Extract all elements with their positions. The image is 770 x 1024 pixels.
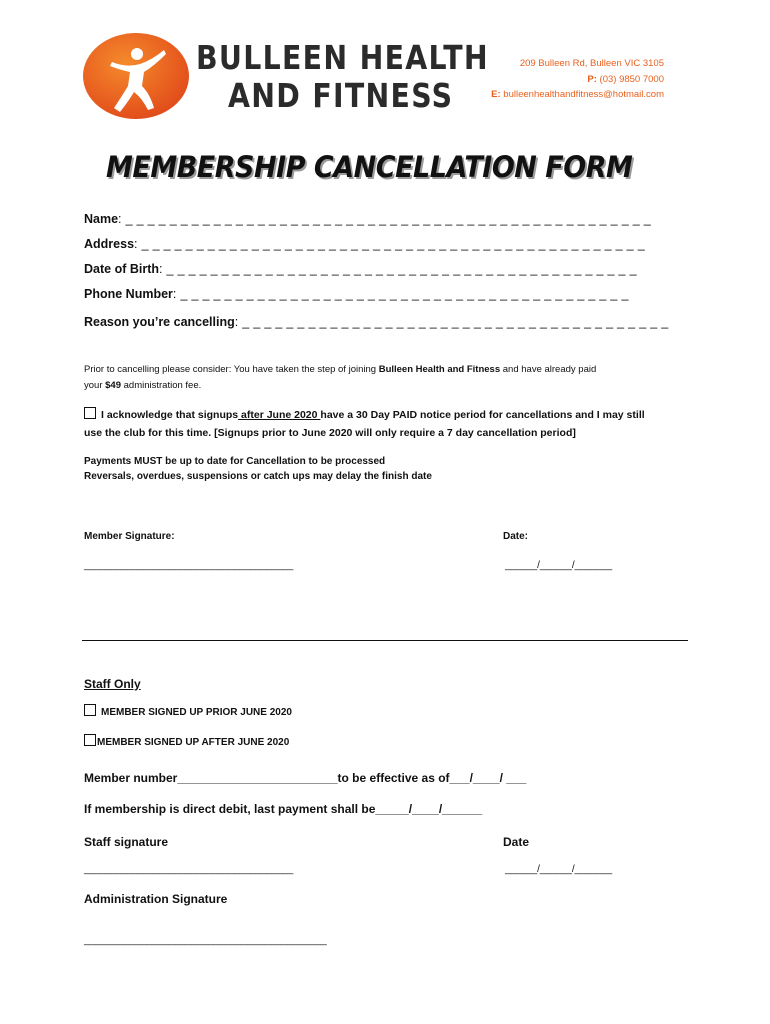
reason-label: Reason you’re cancelling xyxy=(84,315,235,329)
notice-line1 xyxy=(84,364,596,375)
dob-field[interactable] xyxy=(84,262,637,276)
admin-signature-label: Administration Signature xyxy=(84,892,228,906)
reason-field[interactable] xyxy=(84,315,669,329)
acknowledge-underlined: after June 2020 xyxy=(238,409,321,421)
dob-blank[interactable]: : _ _ _ _ _ _ _ _ _ _ _ _ _ _ _ _ _ _ _ _ _ _ _ _ _ _ _ _ _ _ _ _ _ _ _ _ _ _ _ _ _ _ _ xyxy=(159,262,637,276)
acknowledge-text: I acknowledge that signups xyxy=(101,409,239,421)
email-label: E: xyxy=(491,89,501,100)
member-signature-label: Member Signature: xyxy=(84,531,175,542)
acknowledge-line1 xyxy=(84,407,645,421)
section-divider xyxy=(82,640,688,641)
address-field[interactable] xyxy=(84,237,645,251)
member-signature-blank[interactable]: _______________________________________ xyxy=(84,560,294,571)
staff-date-label: Date xyxy=(503,835,530,849)
notice-text: and have already paid xyxy=(500,364,597,375)
address-blank[interactable]: : _ _ _ _ _ _ _ _ _ _ _ _ _ _ _ _ _ _ _ _ _ _ _ _ _ _ _ _ _ _ _ _ _ _ _ _ _ _ _ _ _ _ _ _ _ _ xyxy=(134,237,645,251)
direct-debit-line[interactable]: If membership is direct debit, last payment shall be_____/____/______ xyxy=(84,802,483,816)
phone-field[interactable] xyxy=(84,287,629,301)
payments-line1: Payments MUST be up to date for Cancellation to be processed xyxy=(84,456,386,467)
phone-number-label: Phone Number xyxy=(84,287,173,301)
contact-phone xyxy=(587,74,664,85)
contact-email xyxy=(491,89,664,100)
staff-option-after[interactable] xyxy=(84,734,289,748)
reason-blank[interactable]: : _ _ _ _ _ _ _ _ _ _ _ _ _ _ _ _ _ _ _ _ _ _ _ _ _ _ _ _ _ _ _ _ _ _ _ _ _ _ _ xyxy=(234,315,669,329)
prior-checkbox[interactable] xyxy=(84,704,96,716)
notice-text: your xyxy=(84,380,106,391)
staff-signature-blank[interactable]: _______________________________________ xyxy=(84,864,294,875)
staff-only-heading: Staff Only xyxy=(84,677,141,691)
prior-label: MEMBER SIGNED UP PRIOR JUNE 2020 xyxy=(101,707,292,718)
date-blank[interactable]: ______/______/_______ xyxy=(505,560,613,571)
notice-fee: $49 xyxy=(105,380,121,391)
after-checkbox[interactable] xyxy=(84,734,96,746)
form-title: MEMBERSHIP CANCELLATION FORM xyxy=(106,150,633,184)
name-label: Name xyxy=(84,212,119,226)
contact-address: 209 Bulleen Rd, Bulleen VIC 3105 xyxy=(519,58,664,69)
staff-option-prior[interactable] xyxy=(84,704,292,718)
notice-text: Prior to cancelling please consider: You have taken the step of joining xyxy=(84,364,379,375)
acknowledge-text: have a 30 Day PAID notice period for cancellations and I may still xyxy=(320,409,645,421)
brand-name-line2: AND FITNESS xyxy=(228,76,454,115)
date-label: Date: xyxy=(503,531,529,542)
admin-signature-blank[interactable]: ___________________________________________ xyxy=(84,934,327,946)
notice-line2 xyxy=(84,380,201,391)
acknowledge-checkbox[interactable] xyxy=(84,407,96,419)
after-label: MEMBER SIGNED UP AFTER JUNE 2020 xyxy=(97,737,290,748)
acknowledge-line2: use the club for this time. [Signups prior to June 2020 will only require a 7 day cancellation period] xyxy=(84,427,576,439)
phone-number-blank[interactable]: : _ _ _ _ _ _ _ _ _ _ _ _ _ _ _ _ _ _ _ _ _ _ _ _ _ _ _ _ _ _ _ _ _ _ _ _ _ _ _ _ _ xyxy=(172,287,629,301)
name-blank[interactable]: : _ _ _ _ _ _ _ _ _ _ _ _ _ _ _ _ _ _ _ _ _ _ _ _ _ _ _ _ _ _ _ _ _ _ _ _ _ _ _ _ _ _ _ _ _ _ _ _ xyxy=(118,212,652,226)
email-value: bulleenhealthandfitness@hotmail.com xyxy=(500,89,664,100)
name-field[interactable] xyxy=(84,212,651,226)
runner-icon xyxy=(82,32,190,120)
address-label: Address xyxy=(84,237,135,251)
brand-name-line1: BULLEEN HEALTH xyxy=(196,38,489,77)
notice-club-name: Bulleen Health and Fitness xyxy=(378,364,501,375)
phone-label: P: xyxy=(587,74,597,85)
dob-label: Date of Birth xyxy=(84,262,159,276)
member-number-line[interactable]: Member number________________________to be effective as of___/____/ ___ xyxy=(84,771,527,785)
phone-value: (03) 9850 7000 xyxy=(596,74,664,85)
payments-line2: Reversals, overdues, suspensions or catch ups may delay the finish date xyxy=(84,471,432,482)
staff-signature-label: Staff signature xyxy=(84,835,169,849)
notice-text: administration fee. xyxy=(120,380,202,391)
staff-date-blank[interactable]: ______/______/_______ xyxy=(505,864,613,875)
